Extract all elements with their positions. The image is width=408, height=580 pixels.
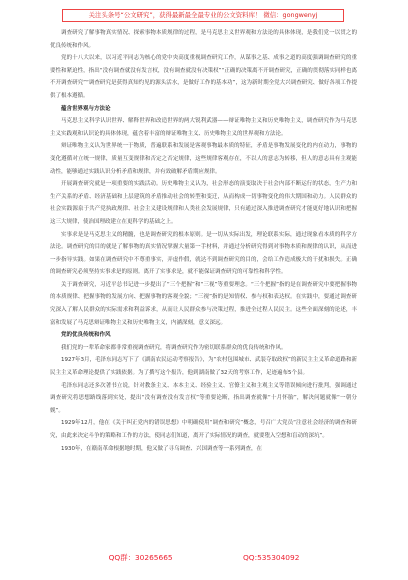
article-paragraph: 辩证唯物主义认为世界统一于物质，普遍联系和发展是客观事物最本质的特征，矛盾是事物发展变化的内在动力，事物的变化遵循对立统一规律，质量互变规律和否定之否定规律，这些规律客观存在，不以人的意志为转移，但人的意志具有主观能动性，能够通过实践认识分析矛盾和规律，并有效破解矛盾期应规律。 — [50, 143, 357, 175]
footer-qq-group: QQ群：30265665 — [108, 553, 173, 562]
article-paragraph: 调查研究了解事物真实情况、探索事物本质规律的过程，是马克思主义世界观和方法论的具体体现，是我们党一以贯之的优良传统和作风。 — [50, 30, 357, 49]
section-heading: 党的优良传统和作风 — [61, 332, 111, 339]
footer-qq: QQ:535304092 — [242, 553, 300, 562]
article-paragraph: 1930年，在赣南革命根据地时期，他又做了寻乌调查、兴国调查等一系列调查，在 — [61, 445, 262, 452]
article-body — [50, 27, 357, 455]
article-paragraph: 党的十八大以来，以习近平同志为核心的党中央高度重视调查研究工作，从谋事之基、成事之道的高度强调调查研究的重要性和紧迫性，指出“没有调查就没有发言权，没有调查就没有决策权”“正确的决策离不开调查研究，正确的贯彻落实同样也离不开调查研究”“调查研究是获得真知灼见的源头活水，是做好工作的基本功”，这为新时期全党大兴调查研究、做好各项工作提供了根本遵循。 — [50, 55, 357, 99]
footer-contact — [0, 552, 408, 564]
article-paragraph: 毛泽东同志还多次著书立说，针对教条主义、本本主义、经验主义、官僚主义和主观主义等错误倾向进行批判，强调通过调查研究将思想路线落到实处，提出“没有调查没有发言权”等重要论断，指出调查就像“十月怀胎”，解决问题就像“一朝分娩”。 — [50, 382, 357, 414]
article-paragraph: 1927年3月，毛泽东同志写下了《湖南农民运动考察报告》，为“农村包围城市、武装夺取政权”的新民主主义革命道路和新民主主义革命理论提供了实践依据。为了撰写这个报告，他到湖南做了32天的考察工作，足迹遍布5个县。 — [50, 357, 357, 377]
article-paragraph: 实事求是是马克思主义的精髓，也是调查研究的根本原则。是一切从实际出发，理论联系实际，通过现象看本质的科学方法论。调查研究的目的就是了解事物的真实情况掌握大量第一手材料，并通过分析研究得到对事物本质和规律的认识，从而进一步指导实践。如果在调查研究中不尊重事实，弄虚作假，就达不到调查研究的目的，会给工作造成极大的干扰和损失。正确的调查研究必须坚持实事求是的原则。离开了实事求是，就不能保证调查研究的可靠性和科学性。 — [50, 231, 357, 276]
top-banner: 关注头条号“公文研究”，获得最新最全最专业的公文资料库！ 微信：gongwenyj — [62, 9, 344, 22]
article-paragraph: 1929年12月，他在《关于纠正党内的错误思想》中明确使用“调查和研究”概念，号召广大党员“注意社会经济的调查和研究，由此来决定斗争的策略和工作的方法，使同志们知道，离开了实际情况的调查，就要堕入空想和盲动的深坑”。 — [50, 420, 357, 439]
article-paragraph: 马克思主义科学认识世界、解释世界和改造世界的两大锐利武器——辩证唯物主义和历史唯物主义，调查研究作为马克思主义实践观和认识论的具体体现，蕴含着丰富的辩证唯物主义、历史唯物主义的世界观和方法论。 — [50, 118, 357, 137]
article-paragraph: 关于调查研究，习近平总书记进一步提出了“三个把握”和“三视”等重要理念。“三个把握”指的是在调查研究中要把握事物的本质规律、把握事物的发展方向、把握事物的客观全貌；“三视”指的是知情权、参与权和表达权。在实践中，要通过调查研究深入了解人民群众的实际需求和利益诉求，从而让人民群众参与决策过程，推进全过程人民民主。这些全面深刻的论述，丰富和发展了马克思辩证唯物主义和历史唯物主义，内涵深刻，意义深远。 — [50, 281, 357, 326]
article-paragraph: 我们党的一辈革命家都非常重视调查研究，将调查研究作为密切联系群众的优良传统和作风。 — [61, 344, 287, 351]
article-paragraph: 开展调查研究就是一项重要的实践活动。历史唯物主义认为，社会形态的演变取决于社会内部不断运行的状态，生产力和生产关系的矛盾、经济基础和上层建筑的矛盾推动社会的转型和变迁，从而构成一切事物变化的伟大期国和动力。人民群众的社会实践源泉于共产党执政规律、社会主义建设规律和人类社会发展规律，只有通过深入推进调查研究才能更好地认识和把握这三大规律，使治国理政建立在更科学的基础之上。 — [50, 181, 357, 225]
section-heading: 蕴含世界观与方法论 — [61, 105, 111, 112]
